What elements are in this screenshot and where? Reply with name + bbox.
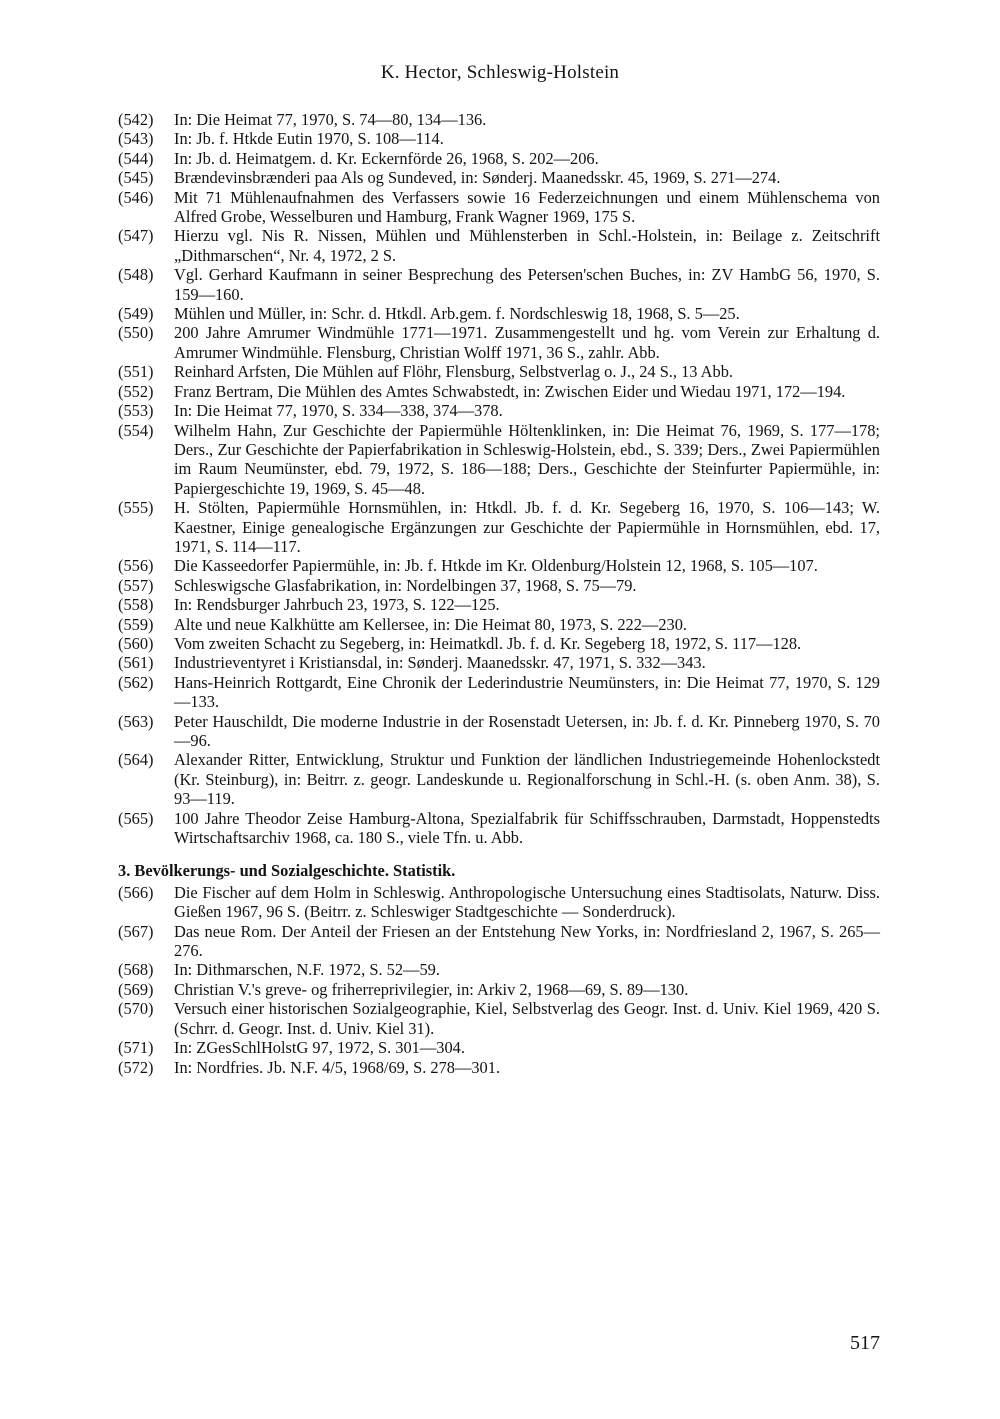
footnote-entry	[118, 615, 880, 634]
footnote-number: (551)	[118, 362, 154, 382]
footnote-entry	[118, 168, 880, 187]
footnote-text: In: Die Heimat 77, 1970, S. 74—80, 134—136.	[174, 110, 487, 129]
footnote-number: (565)	[118, 808, 154, 828]
footnote-number: (542)	[118, 110, 154, 129]
footnote-entry	[118, 304, 880, 323]
footnote-text: Versuch einer historischen Sozialgeographie, Kiel, Selbstverlag des Geogr. Inst. d. Univ. Kiel 1969, 420 S. (Schrr. d. Geogr. Inst. d. Univ. Kiel 31).	[174, 999, 880, 1038]
footnote-entry	[118, 922, 880, 961]
footnote-text: Hans-Heinrich Rottgardt, Eine Chronik der Lederindustrie Neumünsters, in: Die Heimat 77, 1970, S. 129—133.	[174, 672, 880, 712]
footnote-text: Alexander Ritter, Entwicklung, Struktur und Funktion der ländlichen Industriegemeinde Hohenlockstedt (Kr. Steinburg), in: Beitrr. z. geogr. Landeskunde u. Regionalforschung in Schl.-H. (s. oben Anm. 38), S. 93—119.	[174, 750, 880, 809]
footnote-number: (550)	[118, 323, 154, 343]
footnote-number: (559)	[118, 614, 154, 634]
footnote-text: Brændevinsbrænderi paa Als og Sundeved, in: Sønderj. Maanedsskr. 45, 1969, S. 271—274.	[174, 168, 781, 188]
footnote-number: (567)	[118, 921, 154, 941]
footnote-text: Christian V.'s greve- og friherreprivilegier, in: Arkiv 2, 1968—69, S. 89—130.	[174, 979, 689, 999]
footnote-number: (552)	[118, 381, 154, 401]
footnote-number: (558)	[118, 595, 154, 615]
footnote-number: (547)	[118, 226, 154, 246]
footnote-number: (571)	[118, 1038, 154, 1058]
footnote-number: (543)	[118, 129, 154, 149]
footnote-entry	[118, 129, 880, 148]
footnote-number: (563)	[118, 711, 154, 731]
footnote-number: (570)	[118, 999, 154, 1019]
footnote-entry	[118, 576, 880, 595]
footnote-entry	[118, 362, 880, 381]
footnote-number: (557)	[118, 575, 154, 595]
footnote-entry	[118, 188, 880, 227]
footnote-number: (553)	[118, 401, 154, 421]
footnote-entry	[118, 712, 880, 751]
footnote-number: (548)	[118, 265, 154, 285]
footnote-list-industry	[118, 110, 880, 847]
footnote-entry	[118, 1058, 880, 1077]
footnote-text: Peter Hauschildt, Die moderne Industrie in der Rosenstadt Uetersen, in: Jb. f. d. Kr. Pinneberg 1970, S. 70—96.	[174, 711, 880, 750]
footnote-number: (556)	[118, 556, 154, 576]
footnote-number: (555)	[118, 498, 154, 518]
footnote-entry	[118, 382, 880, 401]
footnote-entry	[118, 149, 880, 168]
footnote-text: Alte und neue Kalkhütte am Kellersee, in: Die Heimat 80, 1973, S. 222—230.	[174, 614, 688, 634]
footnote-entry	[118, 498, 880, 556]
footnote-text: Mühlen und Müller, in: Schr. d. Htkdl. Arb.gem. f. Nordschleswig 18, 1968, S. 5—25.	[174, 304, 740, 324]
footnote-number: (561)	[118, 653, 154, 673]
footnote-number: (562)	[118, 672, 154, 692]
footnote-entry	[118, 653, 880, 672]
footnote-entry	[118, 556, 880, 575]
footnote-number: (546)	[118, 187, 154, 207]
footnote-text: Das neue Rom. Der Anteil der Friesen an der Entstehung New Yorks, in: Nordfriesland 2, 1967, S. 265—276.	[174, 921, 880, 961]
footnote-text: Industrieventyret i Kristiansdal, in: Sønderj. Maanedsskr. 47, 1971, S. 332—343.	[174, 653, 706, 673]
footnote-number: (569)	[118, 979, 154, 999]
footnote-entry	[118, 1038, 880, 1057]
footnote-text: Vgl. Gerhard Kaufmann in seiner Besprechung des Petersen'schen Buches, in: ZV HambG 56, 1970, S. 159—160.	[174, 265, 880, 304]
footnote-text: Schleswigsche Glasfabrikation, in: Nordelbingen 37, 1968, S. 75—79.	[174, 575, 637, 595]
page-number: 517	[850, 1332, 880, 1354]
footnote-entry	[118, 883, 880, 922]
footnote-entry	[118, 265, 880, 304]
footnote-text: In: Nordfries. Jb. N.F. 4/5, 1968/69, S. 278—301.	[174, 1057, 501, 1077]
footnote-number: (549)	[118, 304, 154, 324]
footnote-text: Die Kasseedorfer Papiermühle, in: Jb. f. Htkde im Kr. Oldenburg/Holstein 12, 1968, S. 105—107.	[174, 556, 818, 576]
footnote-text: 100 Jahre Theodor Zeise Hamburg-Altona, Spezialfabrik für Schiffsschrauben, Darmstadt, Hoppenstedts Wirtschaftsarchiv 1968, ca. 180 S., viele Tfn. u. Abb.	[174, 808, 880, 848]
footnote-number: (568)	[118, 960, 154, 980]
footnote-text: Mit 71 Mühlenaufnahmen des Verfassers sowie 16 Federzeichnungen und einem Mühlenschema von Alfred Grobe, Wesselburen und Hamburg, Frank Wagner 1969, 175 S.	[174, 187, 880, 227]
footnote-number: (544)	[118, 148, 154, 168]
footnote-text: In: Jb. d. Heimatgem. d. Kr. Eckernförde 26, 1968, S. 202—206.	[174, 148, 599, 168]
footnote-text: Vom zweiten Schacht zu Segeberg, in: Heimatkdl. Jb. f. d. Kr. Segeberg 18, 1972, S. 117—128.	[174, 633, 802, 653]
footnote-entry	[118, 595, 880, 614]
footnote-text: Franz Bertram, Die Mühlen des Amtes Schwabstedt, in: Zwischen Eider und Wiedau 1971, 172—194.	[174, 381, 846, 401]
footnote-text: 200 Jahre Amrumer Windmühle 1771—1971. Zusammengestellt und hg. vom Verein zur Erhaltung d. Amrumer Windmühle. Flensburg, Christian Wolff 1971, 36 S., zahlr. Abb.	[174, 323, 880, 362]
footnote-text: Die Fischer auf dem Holm in Schleswig. Anthropologische Untersuchung eines Stadtisolats, Naturw. Diss. Gießen 1967, 96 S. (Beitrr. z. Schleswiger Stadtgeschichte — Sonderdruck).	[174, 882, 880, 922]
footnote-entry	[118, 809, 880, 848]
footnote-number: (564)	[118, 750, 154, 770]
footnote-number: (572)	[118, 1057, 154, 1077]
footnote-entry	[118, 673, 880, 712]
footnote-entry	[118, 999, 880, 1038]
footnote-text: In: Dithmarschen, N.F. 1972, S. 52—59.	[174, 960, 440, 980]
footnote-text: In: Die Heimat 77, 1970, S. 334—338, 374—378.	[174, 401, 503, 421]
footnote-entry	[118, 750, 880, 808]
footnote-number: (560)	[118, 633, 154, 653]
footnote-text: In: Rendsburger Jahrbuch 23, 1973, S. 122—125.	[174, 595, 500, 615]
footnote-number: (566)	[118, 882, 154, 902]
footnote-entry	[118, 980, 880, 999]
footnote-entry	[118, 323, 880, 362]
footnote-text: Wilhelm Hahn, Zur Geschichte der Papiermühle Höltenklinken, in: Die Heimat 76, 1969, S. 177—178; Ders., Zur Geschichte der Papierfabrikation in Schleswig-Holstein, ebd., S. 339; Ders., Zwei Papiermühlen im Raum Neumünster, ebd. 79, 1972, S. 186—188; Ders., Geschichte der Steinfurter Papiermühle, in: Papiergeschichte 19, 1969, S. 45—48.	[174, 420, 880, 498]
page-body	[118, 110, 880, 1077]
footnote-entry	[118, 421, 880, 499]
section-heading: 3. Bevölkerungs- und Sozialgeschichte. Statistik.	[118, 861, 456, 881]
footnote-number: (554)	[118, 420, 154, 440]
footnote-entry	[118, 226, 880, 265]
footnote-text: Reinhard Arfsten, Die Mühlen auf Flöhr, Flensburg, Selbstverlag o. J., 24 S., 13 Abb.	[174, 362, 734, 382]
footnote-entry	[118, 634, 880, 653]
footnote-text: H. Stölten, Papiermühle Hornsmühlen, in: Htkdl. Jb. f. d. Kr. Segeberg 16, 1970, S. 106—143; W. Kaestner, Einige genealogische Ergänzungen zur Geschichte der Papiermühle in Hornsmühlen, ebd. 17, 1971, S. 114—117.	[174, 498, 880, 556]
running-head: K. Hector, Schleswig-Holstein	[380, 62, 620, 83]
footnote-list-population	[118, 883, 880, 1077]
footnote-number: (545)	[118, 168, 154, 188]
footnote-entry	[118, 110, 880, 129]
footnote-text: In: Jb. f. Htkde Eutin 1970, S. 108—114.	[174, 129, 444, 149]
footnote-entry	[118, 401, 880, 420]
footnote-text: In: ZGesSchlHolstG 97, 1972, S. 301—304.	[174, 1038, 465, 1058]
footnote-entry	[118, 960, 880, 979]
footnote-text: Hierzu vgl. Nis R. Nissen, Mühlen und Mühlensterben in Schl.-Holstein, in: Beilage z. Zeitschrift „Dithmarschen“, Nr. 4, 1972, 2 S.	[174, 226, 880, 265]
